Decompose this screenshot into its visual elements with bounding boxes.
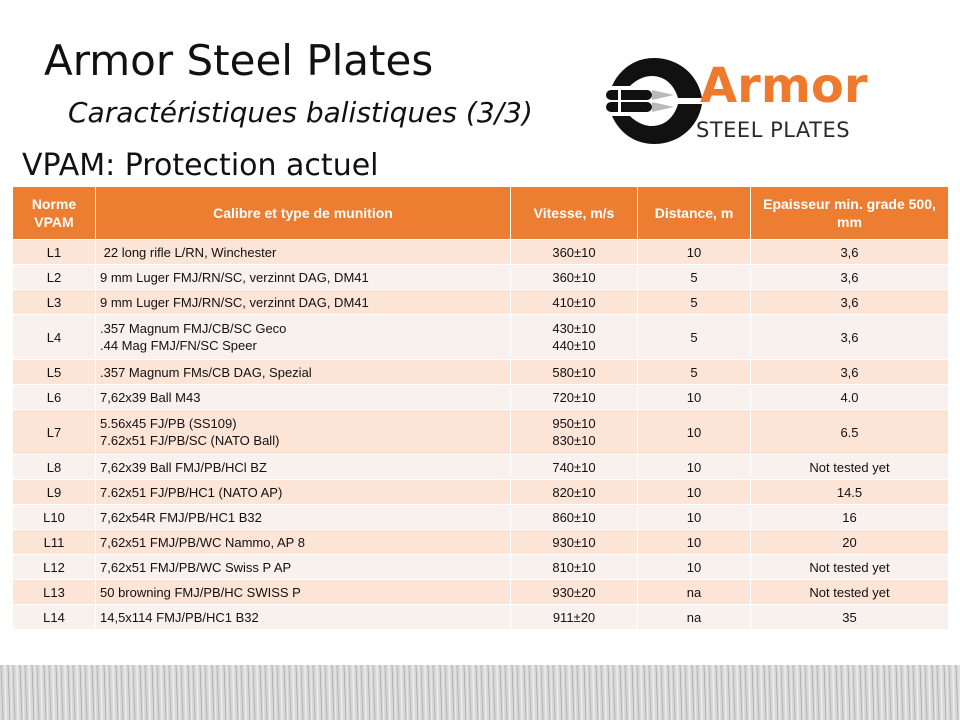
vitesse-cell: 930±10 xyxy=(511,530,638,555)
table-row xyxy=(13,530,949,555)
calibre-cell: 22 long rifle L/RN, Winchester xyxy=(96,240,511,265)
distance-cell: 10 xyxy=(638,505,751,530)
header-vitesse: Vitesse, m/s xyxy=(511,187,638,240)
table-row xyxy=(13,385,949,410)
epaisseur-cell: 3,6 xyxy=(751,290,949,315)
header-distance: Distance, m xyxy=(638,187,751,240)
page-title: Armor Steel Plates xyxy=(44,36,434,85)
epaisseur-cell: 35 xyxy=(751,605,949,630)
norme-cell: L5 xyxy=(13,360,96,385)
table-row xyxy=(13,555,949,580)
table-row xyxy=(13,455,949,480)
table-row xyxy=(13,505,949,530)
bullets-shield-icon xyxy=(604,56,704,146)
vitesse-cell: 720±10 xyxy=(511,385,638,410)
distance-cell: na xyxy=(638,580,751,605)
norme-cell: L13 xyxy=(13,580,96,605)
norme-cell: L4 xyxy=(13,315,96,360)
epaisseur-cell: Not tested yet xyxy=(751,555,949,580)
distance-cell: 10 xyxy=(638,240,751,265)
logo-subtext: STEEL PLATES xyxy=(696,118,851,142)
logo-wordmark: Armor xyxy=(700,58,868,114)
calibre-cell: .357 Magnum FMs/CB DAG, Spezial xyxy=(96,360,511,385)
distance-cell: 10 xyxy=(638,555,751,580)
table-row xyxy=(13,315,949,360)
calibre-cell: 7,62x54R FMJ/PB/HC1 B32 xyxy=(96,505,511,530)
table-row xyxy=(13,410,949,455)
vitesse-cell: 580±10 xyxy=(511,360,638,385)
table-row xyxy=(13,360,949,385)
epaisseur-cell: 3,6 xyxy=(751,315,949,360)
calibre-cell: 5.56x45 FJ/PB (SS109) 7.62x51 FJ/PB/SC (NATO Ball) xyxy=(96,410,511,455)
calibre-cell: 7.62x51 FJ/PB/HC1 (NATO AP) xyxy=(96,480,511,505)
table-row xyxy=(13,580,949,605)
table-row xyxy=(13,290,949,315)
page-subtitle: Caractéristiques balistiques (3/3) xyxy=(68,96,533,129)
vitesse-cell: 430±10 440±10 xyxy=(511,315,638,360)
metal-texture-band xyxy=(0,665,960,720)
header-norme: Norme VPAM xyxy=(13,187,96,240)
armor-logo xyxy=(604,56,894,146)
norme-cell: L1 xyxy=(13,240,96,265)
epaisseur-cell: Not tested yet xyxy=(751,455,949,480)
norme-cell: L8 xyxy=(13,455,96,480)
norme-cell: L7 xyxy=(13,410,96,455)
header-epaisseur: Epaisseur min. grade 500, mm xyxy=(751,187,949,240)
table-header-row xyxy=(13,187,949,240)
epaisseur-cell: 3,6 xyxy=(751,265,949,290)
norme-cell: L12 xyxy=(13,555,96,580)
norme-cell: L9 xyxy=(13,480,96,505)
calibre-cell: 14,5x114 FMJ/PB/HC1 B32 xyxy=(96,605,511,630)
norme-cell: L6 xyxy=(13,385,96,410)
calibre-cell: 7,62x39 Ball M43 xyxy=(96,385,511,410)
epaisseur-cell: Not tested yet xyxy=(751,580,949,605)
epaisseur-cell: 3,6 xyxy=(751,360,949,385)
distance-cell: 5 xyxy=(638,315,751,360)
norme-cell: L10 xyxy=(13,505,96,530)
norme-cell: L14 xyxy=(13,605,96,630)
norme-cell: L11 xyxy=(13,530,96,555)
header-calibre: Calibre et type de munition xyxy=(96,187,511,240)
distance-cell: 5 xyxy=(638,290,751,315)
distance-cell: 10 xyxy=(638,385,751,410)
vitesse-cell: 810±10 xyxy=(511,555,638,580)
vitesse-cell: 360±10 xyxy=(511,240,638,265)
distance-cell: na xyxy=(638,605,751,630)
distance-cell: 5 xyxy=(638,265,751,290)
norme-cell: L3 xyxy=(13,290,96,315)
section-heading: VPAM: Protection actuel xyxy=(22,148,379,183)
vitesse-cell: 950±10 830±10 xyxy=(511,410,638,455)
vitesse-cell: 911±20 xyxy=(511,605,638,630)
vitesse-cell: 360±10 xyxy=(511,265,638,290)
vitesse-cell: 410±10 xyxy=(511,290,638,315)
vitesse-cell: 740±10 xyxy=(511,455,638,480)
distance-cell: 10 xyxy=(638,480,751,505)
calibre-cell: 7,62x51 FMJ/PB/WC Nammo, AP 8 xyxy=(96,530,511,555)
calibre-cell: 50 browning FMJ/PB/HC SWISS P xyxy=(96,580,511,605)
table-row xyxy=(13,605,949,630)
distance-cell: 10 xyxy=(638,530,751,555)
vitesse-cell: 860±10 xyxy=(511,505,638,530)
epaisseur-cell: 20 xyxy=(751,530,949,555)
distance-cell: 10 xyxy=(638,455,751,480)
ballistics-table xyxy=(12,186,949,630)
epaisseur-cell: 6.5 xyxy=(751,410,949,455)
table-row xyxy=(13,265,949,290)
vitesse-cell: 930±20 xyxy=(511,580,638,605)
distance-cell: 10 xyxy=(638,410,751,455)
epaisseur-cell: 14.5 xyxy=(751,480,949,505)
norme-cell: L2 xyxy=(13,265,96,290)
calibre-cell: 7,62x51 FMJ/PB/WC Swiss P AP xyxy=(96,555,511,580)
distance-cell: 5 xyxy=(638,360,751,385)
calibre-cell: 9 mm Luger FMJ/RN/SC, verzinnt DAG, DM41 xyxy=(96,290,511,315)
calibre-cell: 9 mm Luger FMJ/RN/SC, verzinnt DAG, DM41 xyxy=(96,265,511,290)
epaisseur-cell: 4.0 xyxy=(751,385,949,410)
epaisseur-cell: 16 xyxy=(751,505,949,530)
table-row xyxy=(13,240,949,265)
table-row xyxy=(13,480,949,505)
epaisseur-cell: 3,6 xyxy=(751,240,949,265)
calibre-cell: .357 Magnum FMJ/CB/SC Geco .44 Mag FMJ/FN/SC Speer xyxy=(96,315,511,360)
calibre-cell: 7,62x39 Ball FMJ/PB/HCl BZ xyxy=(96,455,511,480)
vitesse-cell: 820±10 xyxy=(511,480,638,505)
